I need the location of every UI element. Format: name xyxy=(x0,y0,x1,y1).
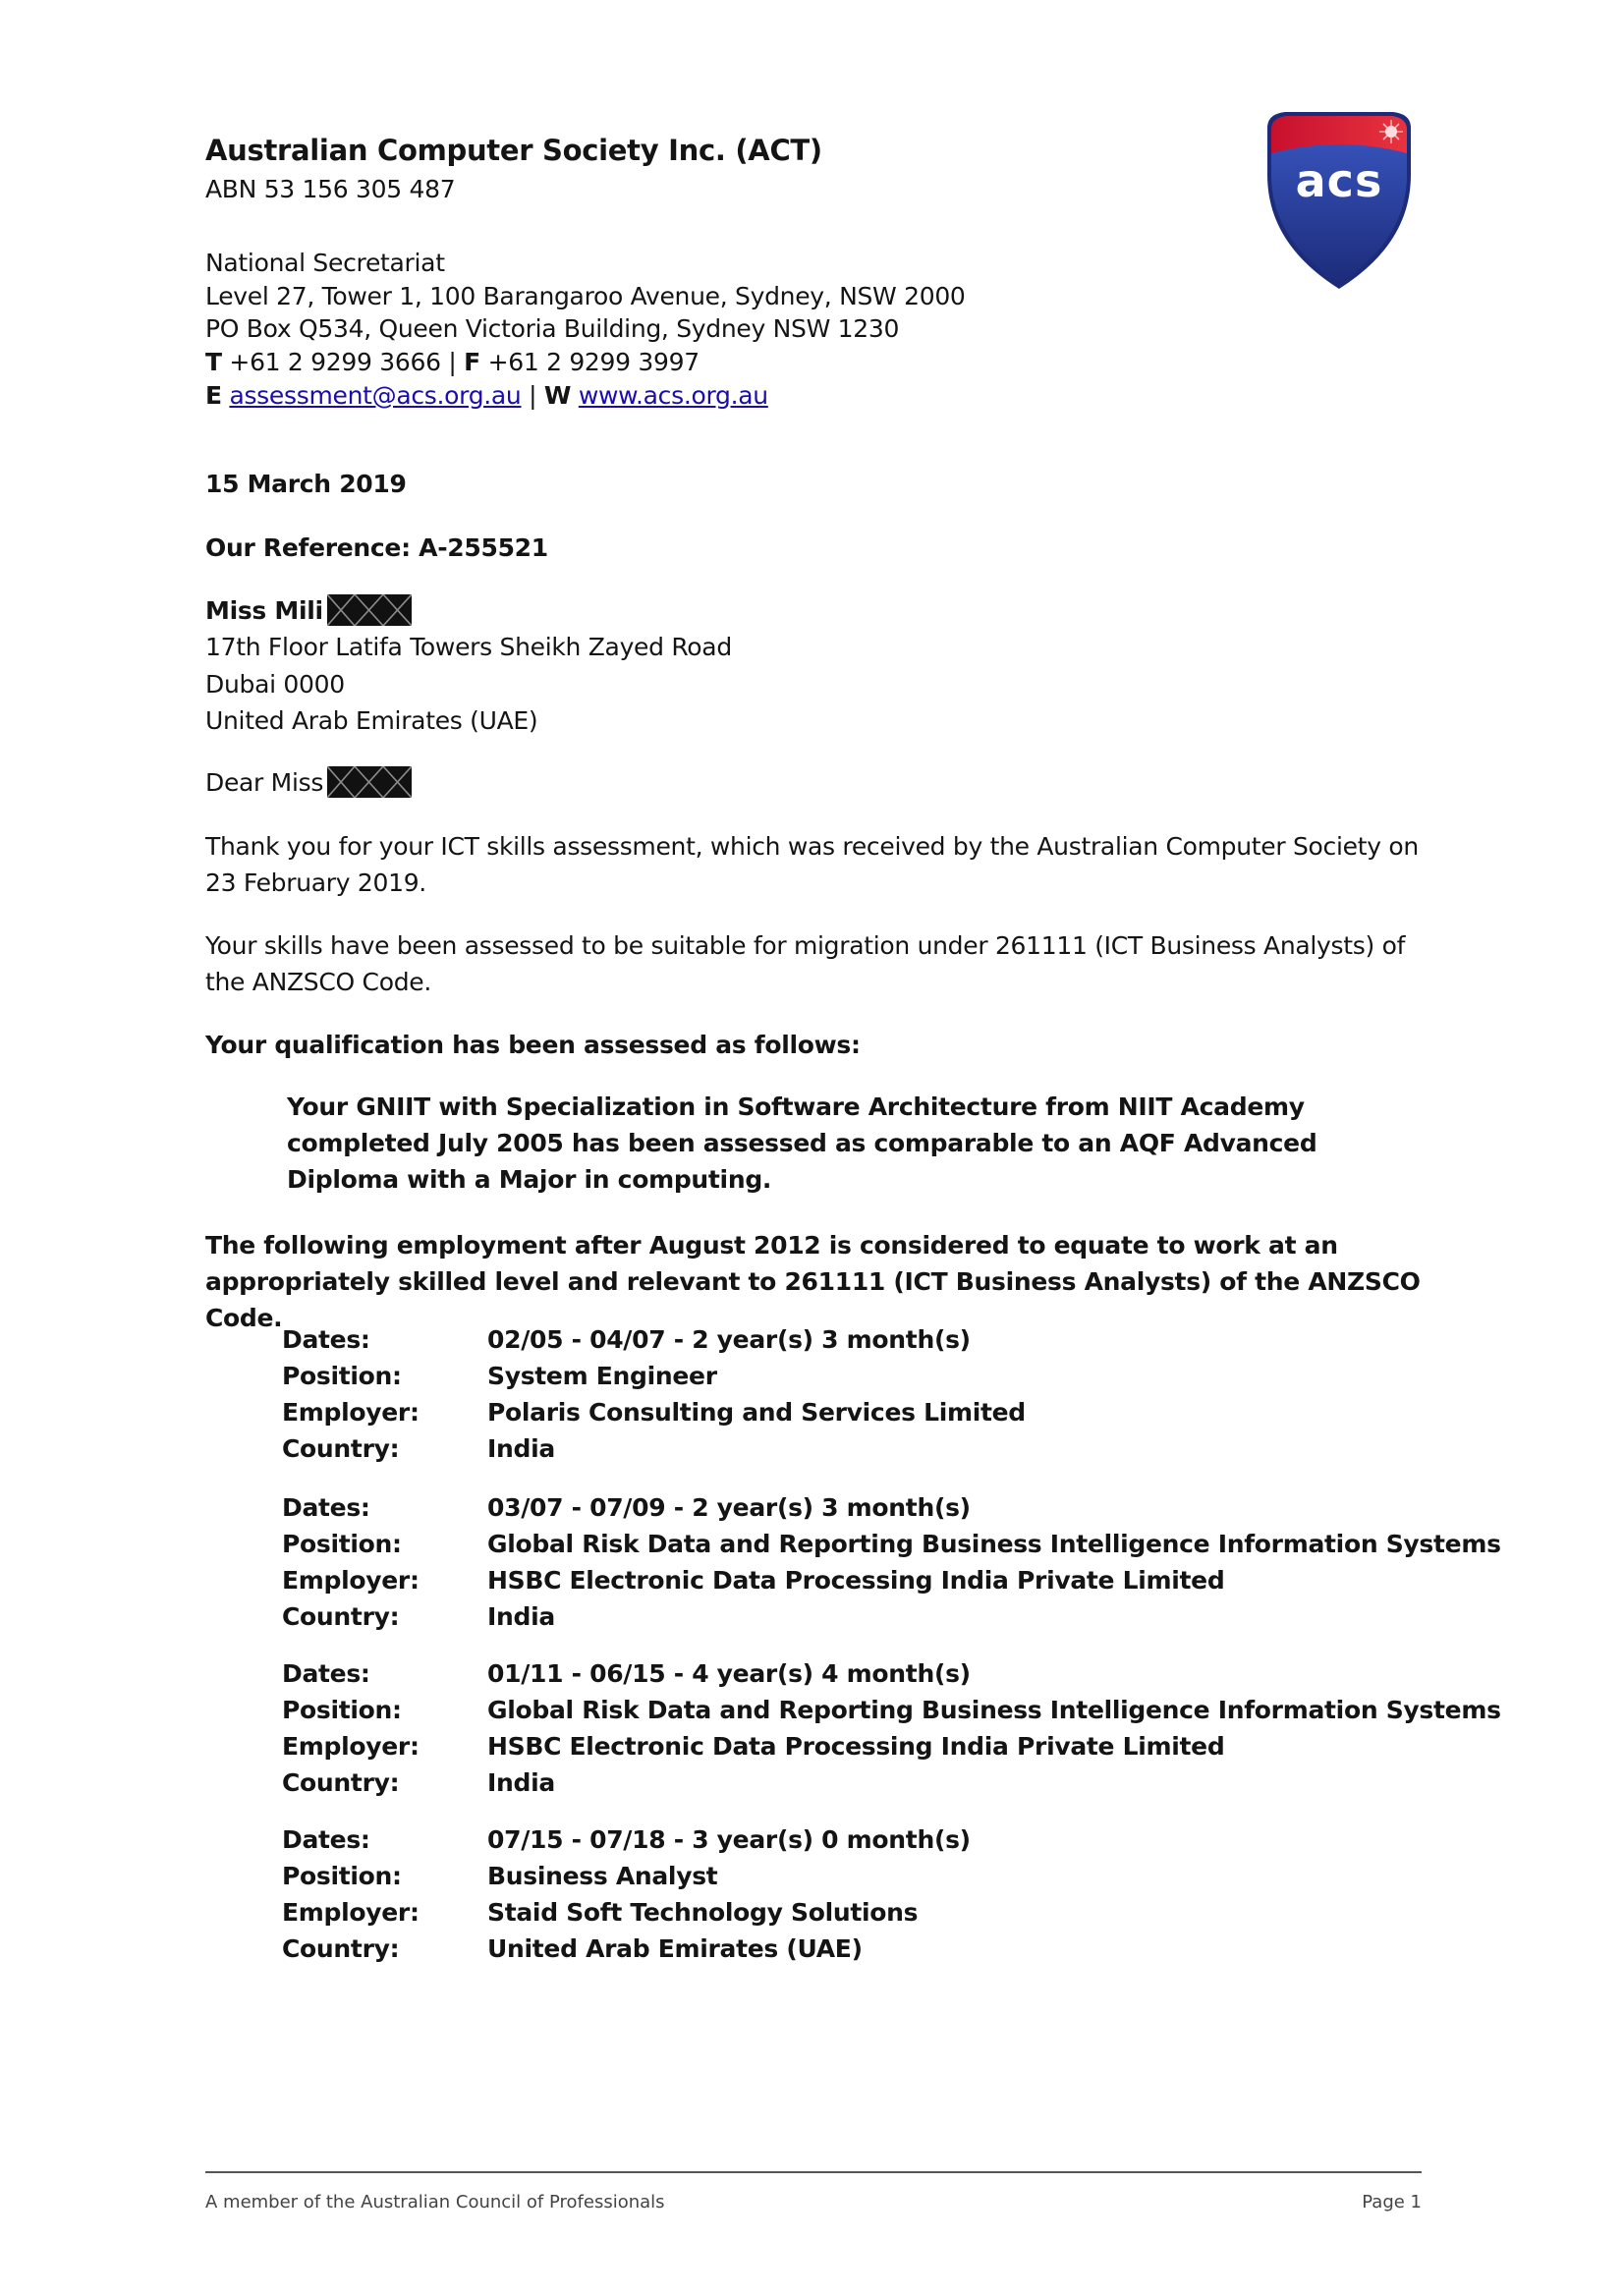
employment-dates-row xyxy=(282,1493,1422,1530)
abn-number: ABN 53 156 305 487 xyxy=(205,175,456,203)
employment-position-row xyxy=(282,1530,1501,1566)
website-link[interactable]: www.acs.org.au xyxy=(578,381,768,410)
employer-label: Employer: xyxy=(282,1732,420,1761)
employment-country-row xyxy=(282,1602,1422,1639)
position-value: Global Risk Data and Reporting Business Intelligence Information Systems xyxy=(487,1530,1501,1558)
phone-number: +61 2 9299 3666 xyxy=(229,348,441,376)
intro-paragraph: Thank you for your ICT skills assessment, which was received by the Australian Computer Society on 23 February 2019. xyxy=(205,832,1419,897)
country-label: Country: xyxy=(282,1934,400,1963)
country-label: Country: xyxy=(282,1768,400,1797)
employment-employer-row xyxy=(282,1732,1422,1768)
acs-logo xyxy=(1256,106,1423,293)
employment-position-row xyxy=(282,1362,1422,1398)
fax-label: F xyxy=(464,348,480,376)
employer-value: Staid Soft Technology Solutions xyxy=(487,1898,919,1927)
footer-divider xyxy=(205,2171,1422,2173)
employment-heading: The following employment after August 2012 is considered to equate to work at an appropriately skilled level and relevant to 261111 (ICT Business Analysts) of the ANZSCO Code. xyxy=(205,1231,1421,1332)
employment-employer-row xyxy=(282,1566,1422,1602)
country-value: United Arab Emirates (UAE) xyxy=(487,1934,863,1963)
email-link[interactable]: assessment@acs.org.au xyxy=(229,381,522,410)
email-label: E xyxy=(205,381,222,410)
qualification-heading: Your qualification has been assessed as follows: xyxy=(205,1031,861,1059)
dates-value: 01/11 - 06/15 - 4 year(s) 4 month(s) xyxy=(487,1659,971,1688)
reference-number: Our Reference: A-255521 xyxy=(205,533,548,562)
recipient-name-line xyxy=(205,594,412,628)
assessment-paragraph: Your skills have been assessed to be suitable for migration under 261111 (ICT Business Analysts) of the ANZSCO Code. xyxy=(205,931,1406,996)
redaction-mark xyxy=(327,766,412,798)
country-label: Country: xyxy=(282,1434,400,1463)
employer-label: Employer: xyxy=(282,1566,420,1595)
dates-value: 07/15 - 07/18 - 3 year(s) 0 month(s) xyxy=(487,1825,971,1854)
contact-phone-fax xyxy=(205,346,700,379)
employer-label: Employer: xyxy=(282,1398,420,1427)
acs-logo-text: acs xyxy=(1295,154,1383,207)
salutation: Dear Miss xyxy=(205,768,324,797)
position-label: Position: xyxy=(282,1362,402,1390)
position-label: Position: xyxy=(282,1530,402,1558)
position-value: Business Analyst xyxy=(487,1862,718,1890)
fax-number: +61 2 9299 3997 xyxy=(487,348,700,376)
position-value: Global Risk Data and Reporting Business Intelligence Information Systems xyxy=(487,1696,1501,1724)
dates-value: 03/07 - 07/09 - 2 year(s) 3 month(s) xyxy=(487,1493,971,1522)
salutation-line xyxy=(205,766,412,800)
employment-dates-row xyxy=(282,1325,1422,1362)
qualification-text: Your GNIIT with Specialization in Software Architecture from NIIT Academy completed July 2005 has been assessed as comparable to an AQF Advanced Diploma with a Major in computing. xyxy=(287,1092,1317,1194)
position-label: Position: xyxy=(282,1696,402,1724)
employer-value: HSBC Electronic Data Processing India Private Limited xyxy=(487,1566,1225,1595)
recipient-name: Miss Mili xyxy=(205,596,323,625)
address-line-1: Level 27, Tower 1, 100 Barangaroo Avenue, Sydney, NSW 2000 xyxy=(205,282,966,310)
organization-name: Australian Computer Society Inc. (ACT) xyxy=(205,134,822,167)
letter-date: 15 March 2019 xyxy=(205,470,407,498)
address-line-2: PO Box Q534, Queen Victoria Building, Sydney NSW 1230 xyxy=(205,314,900,343)
employment-position-row xyxy=(282,1696,1501,1732)
employment-entry xyxy=(282,1493,1501,1639)
dates-label: Dates: xyxy=(282,1659,370,1688)
employment-entry xyxy=(282,1825,1422,1971)
employment-country-row xyxy=(282,1434,1422,1471)
recipient-address-1: 17th Floor Latifa Towers Sheikh Zayed Road xyxy=(205,633,732,661)
country-value: India xyxy=(487,1768,555,1797)
employment-entry xyxy=(282,1659,1501,1805)
employment-position-row xyxy=(282,1862,1422,1898)
contact-email-web xyxy=(205,379,768,413)
footer-membership-text: A member of the Australian Council of Professionals xyxy=(205,2192,665,2212)
page-number: Page 1 xyxy=(1362,2192,1422,2212)
country-value: India xyxy=(487,1602,555,1631)
dates-label: Dates: xyxy=(282,1825,370,1854)
dates-label: Dates: xyxy=(282,1493,370,1522)
employer-value: Polaris Consulting and Services Limited xyxy=(487,1398,1026,1427)
employment-country-row xyxy=(282,1768,1422,1805)
redaction-mark xyxy=(327,594,412,626)
employment-entry xyxy=(282,1325,1422,1471)
employment-country-row xyxy=(282,1934,1422,1971)
position-value: System Engineer xyxy=(487,1362,717,1390)
country-value: India xyxy=(487,1434,555,1463)
employer-value: HSBC Electronic Data Processing India Private Limited xyxy=(487,1732,1225,1761)
employment-employer-row xyxy=(282,1398,1422,1434)
employment-employer-row xyxy=(282,1898,1422,1934)
recipient-address-2: Dubai 0000 xyxy=(205,670,345,699)
separator: | xyxy=(529,381,537,410)
employment-dates-row xyxy=(282,1825,1422,1862)
office-name: National Secretariat xyxy=(205,249,445,277)
dates-label: Dates: xyxy=(282,1325,370,1354)
employer-label: Employer: xyxy=(282,1898,420,1927)
separator: | xyxy=(448,348,457,376)
phone-label: T xyxy=(205,348,222,376)
recipient-address-3: United Arab Emirates (UAE) xyxy=(205,706,538,735)
position-label: Position: xyxy=(282,1862,402,1890)
country-label: Country: xyxy=(282,1602,400,1631)
web-label: W xyxy=(543,381,572,410)
employment-dates-row xyxy=(282,1659,1422,1696)
dates-value: 02/05 - 04/07 - 2 year(s) 3 month(s) xyxy=(487,1325,971,1354)
